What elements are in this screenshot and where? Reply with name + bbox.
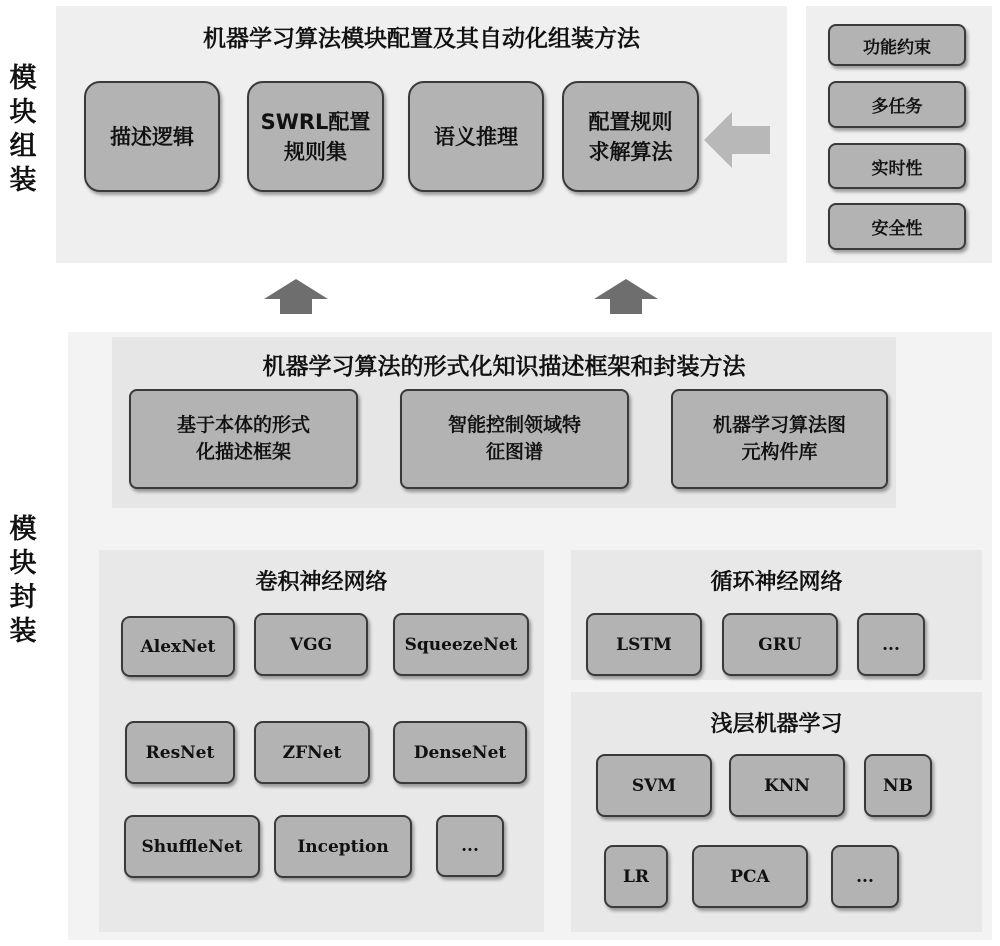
lr-box: LR (604, 845, 668, 908)
lstm-box: LSTM (586, 613, 702, 676)
alexnet-box: AlexNet (121, 616, 235, 677)
constraint-safety: 安全性 (828, 203, 966, 250)
constraint-realtime: 实时性 (828, 143, 966, 189)
module-assembly-label: 模 块 组 装 (9, 63, 37, 196)
cnn-title: 卷积神经网络 (255, 569, 388, 595)
feature-graph-box: 智能控制领域特 征图谱 (400, 389, 629, 489)
squeezenet-box: SqueezeNet (393, 613, 529, 676)
semantic-reasoning-box: 语义推理 (408, 81, 544, 192)
shallow-ml-title: 浅层机器学习 (710, 711, 843, 737)
ontology-framework-box: 基于本体的形式 化描述框架 (129, 389, 358, 489)
rnn-title: 循环神经网络 (710, 569, 843, 595)
svm-box: SVM (596, 754, 712, 817)
constraint-multitask: 多任务 (828, 81, 966, 128)
constraint-function: 功能约束 (828, 24, 966, 66)
swrl-rules-box: SWRL配置 规则集 (247, 81, 384, 192)
pca-box: PCA (692, 845, 808, 908)
gru-box: GRU (722, 613, 838, 676)
vgg-box: VGG (254, 613, 368, 676)
shufflenet-box: ShuffleNet (124, 815, 260, 878)
assembly-title: 机器学习算法模块配置及其自动化组装方法 (203, 25, 640, 52)
zfnet-box: ZFNet (254, 721, 370, 784)
nb-box: NB (864, 754, 932, 817)
resnet-box: ResNet (125, 721, 235, 784)
densenet-box: DenseNet (393, 721, 527, 784)
knn-box: KNN (729, 754, 845, 817)
module-encapsulation-label: 模 块 封 装 (9, 514, 37, 647)
rnn-more-box: ... (857, 613, 925, 676)
config-solving-box: 配置规则 求解算法 (562, 81, 699, 192)
knowledge-title: 机器学习算法的形式化知识描述框架和封装方法 (262, 353, 746, 380)
description-logic-box: 描述逻辑 (84, 81, 220, 192)
component-library-box: 机器学习算法图 元构件库 (671, 389, 888, 489)
inception-box: Inception (274, 815, 412, 878)
cnn-more-box: ... (436, 815, 504, 877)
up-arrow-icon (594, 279, 658, 314)
shallow-more-box: ... (831, 845, 899, 908)
up-arrow-icon (264, 279, 328, 314)
left-arrow-icon (704, 112, 772, 168)
